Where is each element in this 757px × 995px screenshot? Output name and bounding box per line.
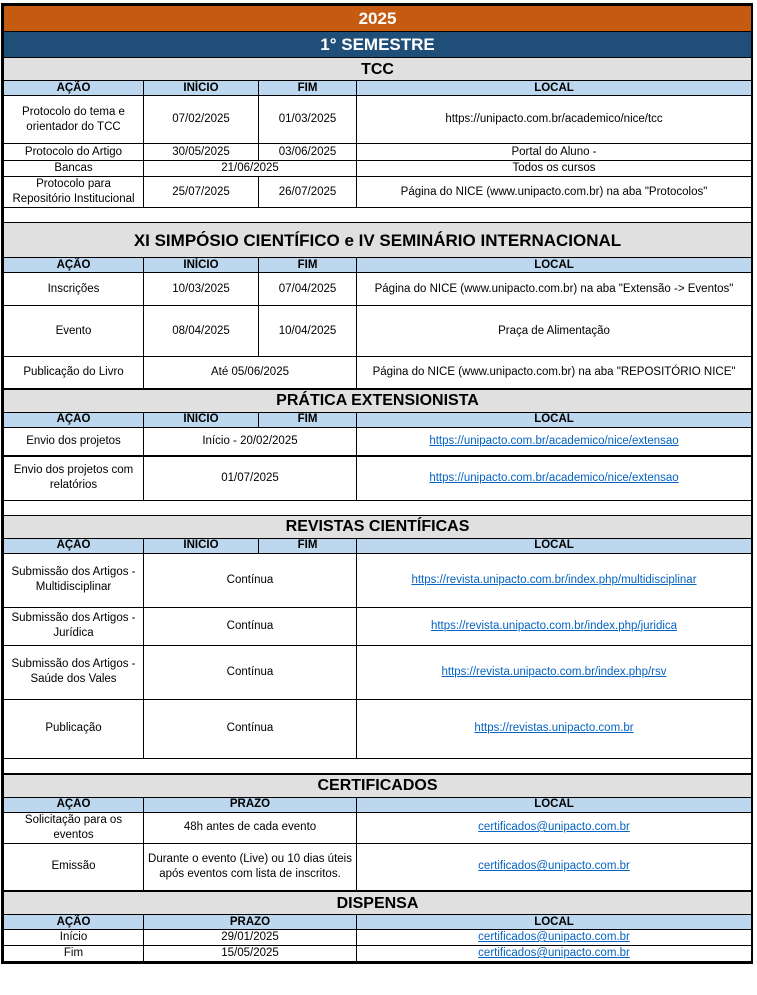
table-row	[4, 456, 752, 500]
semester-title: 1° SEMESTRE	[4, 32, 752, 58]
col-header-inicio: INÍCIO	[144, 258, 259, 273]
col-header-prazo: PRAZO	[144, 915, 357, 930]
calendar-sheet	[1, 3, 753, 964]
cell-acao: Submissão dos Artigos - Multidisciplinar	[4, 553, 144, 607]
col-header-local: LOCAL	[357, 797, 752, 812]
cell-local: Página do NICE (www.unipacto.com.br) na aba "Extensão -> Eventos"	[357, 273, 752, 306]
email-link[interactable]: certificados@unipacto.com.br	[478, 821, 630, 833]
section-title-tcc: TCC	[4, 58, 752, 81]
cell-periodo: 01/07/2025	[144, 456, 357, 500]
link-extensao[interactable]: https://unipacto.com.br/academico/nice/extensao	[429, 434, 679, 447]
col-header-local: LOCAL	[357, 81, 752, 96]
cell-acao: Fim	[4, 946, 144, 962]
cell-local	[357, 812, 752, 843]
cell-inicio: 25/07/2025	[144, 177, 259, 208]
col-header-acao: AÇÃO	[4, 412, 144, 427]
cell-local: Página do NICE (www.unipacto.com.br) na aba "REPOSITÓRIO NICE"	[357, 357, 752, 389]
cell-local	[357, 699, 752, 758]
cell-fim: 07/04/2025	[259, 273, 357, 306]
cell-fim: 26/07/2025	[259, 177, 357, 208]
cell-local: https://unipacto.com.br/academico/nice/tcc	[357, 96, 752, 144]
table-row	[4, 427, 752, 456]
section-title-certificados: CERTIFICADOS	[4, 774, 752, 798]
col-header-inicio: INÍCIO	[144, 412, 259, 427]
cell-local	[357, 456, 752, 500]
table-row	[4, 607, 752, 645]
col-header-inicio: INÍCIO	[144, 81, 259, 96]
spacer-row	[4, 208, 752, 223]
col-header-acao: AÇÃO	[4, 258, 144, 273]
col-header-local: LOCAL	[357, 258, 752, 273]
cell-local	[357, 427, 752, 456]
table-row	[4, 144, 752, 161]
cell-periodo: Contínua	[144, 553, 357, 607]
cell-inicio: 10/03/2025	[144, 273, 259, 306]
table-row	[4, 645, 752, 699]
col-header-acao: AÇÃO	[4, 81, 144, 96]
cell-local	[357, 946, 752, 962]
col-header-prazo: PRAZO	[144, 797, 357, 812]
year-title: 2025	[4, 6, 752, 32]
section-title-simposio: XI SIMPÓSIO CIENTÍFICO e IV SEMINÁRIO INTERNACIONAL	[4, 223, 752, 258]
cell-acao: Evento	[4, 306, 144, 357]
cell-acao: Protocolo do Artigo	[4, 144, 144, 161]
cell-acao: Publicação	[4, 699, 144, 758]
col-header-inicio: INÍCIO	[144, 538, 259, 553]
cell-periodo: Contínua	[144, 645, 357, 699]
cell-local: Todos os cursos	[357, 161, 752, 177]
cell-acao: Envio dos projetos com relatórios	[4, 456, 144, 500]
spacer-row	[4, 758, 752, 774]
cell-acao: Solicitação para os eventos	[4, 812, 144, 843]
cell-inicio: 30/05/2025	[144, 144, 259, 161]
link-revistas[interactable]: https://revistas.unipacto.com.br	[474, 722, 634, 734]
table-row	[4, 553, 752, 607]
section-title-pratica: PRÁTICA EXTENSIONISTA	[4, 389, 752, 413]
table-row	[4, 177, 752, 208]
spacer-row	[4, 500, 752, 515]
col-header-local: LOCAL	[357, 915, 752, 930]
table-row	[4, 357, 752, 389]
cell-acao: Protocolo do tema e orientador do TCC	[4, 96, 144, 144]
col-header-acao: AÇÃO	[4, 797, 144, 812]
cell-local	[357, 930, 752, 946]
col-header-local: LOCAL	[357, 538, 752, 553]
table-row	[4, 306, 752, 357]
cell-acao: Início	[4, 930, 144, 946]
table-row	[4, 273, 752, 306]
col-header-acao: AÇÃO	[4, 915, 144, 930]
link-revista-juridica[interactable]: https://revista.unipacto.com.br/index.php/juridica	[430, 619, 678, 632]
cell-local: Portal do Aluno -	[357, 144, 752, 161]
cell-local	[357, 645, 752, 699]
col-header-fim: FIM	[259, 412, 357, 427]
calendar-table	[3, 5, 752, 962]
col-header-acao: AÇÃO	[4, 538, 144, 553]
cell-fim: 01/03/2025	[259, 96, 357, 144]
cell-inicio: 07/02/2025	[144, 96, 259, 144]
link-revista-multidisciplinar[interactable]: https://revista.unipacto.com.br/index.php/multidisciplinar	[411, 573, 697, 586]
cell-acao: Bancas	[4, 161, 144, 177]
table-row	[4, 843, 752, 891]
link-extensao[interactable]: https://unipacto.com.br/academico/nice/extensao	[429, 471, 679, 484]
cell-periodo: Contínua	[144, 607, 357, 645]
cell-prazo: 15/05/2025	[144, 946, 357, 962]
cell-fim: 10/04/2025	[259, 306, 357, 357]
cell-acao: Submissão dos Artigos - Jurídica	[4, 607, 144, 645]
email-link[interactable]: certificados@unipacto.com.br	[478, 931, 630, 943]
cell-inicio: 08/04/2025	[144, 306, 259, 357]
cell-local: Praça de Alimentação	[357, 306, 752, 357]
cell-periodo: 21/06/2025	[144, 161, 357, 177]
cell-periodo: Até 05/06/2025	[144, 357, 357, 389]
cell-prazo: 48h antes de cada evento	[144, 812, 357, 843]
cell-local	[357, 553, 752, 607]
col-header-fim: FIM	[259, 81, 357, 96]
cell-acao: Protocolo para Repositório Institucional	[4, 177, 144, 208]
cell-acao: Envio dos projetos	[4, 427, 144, 456]
cell-prazo: 29/01/2025	[144, 930, 357, 946]
cell-local	[357, 843, 752, 891]
col-header-local: LOCAL	[357, 412, 752, 427]
cell-acao: Emissão	[4, 843, 144, 891]
table-row	[4, 946, 752, 962]
cell-local	[357, 607, 752, 645]
cell-acao: Submissão dos Artigos - Saúde dos Vales	[4, 645, 144, 699]
cell-periodo: Início - 20/02/2025	[144, 427, 357, 456]
col-header-fim: FIM	[259, 258, 357, 273]
table-row	[4, 96, 752, 144]
table-row	[4, 930, 752, 946]
cell-acao: Inscrições	[4, 273, 144, 306]
section-title-dispensa: DISPENSA	[4, 891, 752, 915]
section-title-revistas: REVISTAS CIENTÍFICAS	[4, 515, 752, 538]
col-header-fim: FIM	[259, 538, 357, 553]
cell-local: Página do NICE (www.unipacto.com.br) na aba "Protocolos"	[357, 177, 752, 208]
cell-prazo: Durante o evento (Live) ou 10 dias úteis após eventos com lista de inscritos.	[144, 843, 357, 891]
cell-fim: 03/06/2025	[259, 144, 357, 161]
table-row	[4, 699, 752, 758]
table-row	[4, 812, 752, 843]
email-link[interactable]: certificados@unipacto.com.br	[478, 947, 630, 959]
table-row	[4, 161, 752, 177]
link-revista-rsv[interactable]: https://revista.unipacto.com.br/index.php/rsv	[441, 665, 667, 678]
cell-periodo: Contínua	[144, 699, 357, 758]
cell-acao: Publicação do Livro	[4, 357, 144, 389]
email-link[interactable]: certificados@unipacto.com.br	[478, 860, 630, 873]
